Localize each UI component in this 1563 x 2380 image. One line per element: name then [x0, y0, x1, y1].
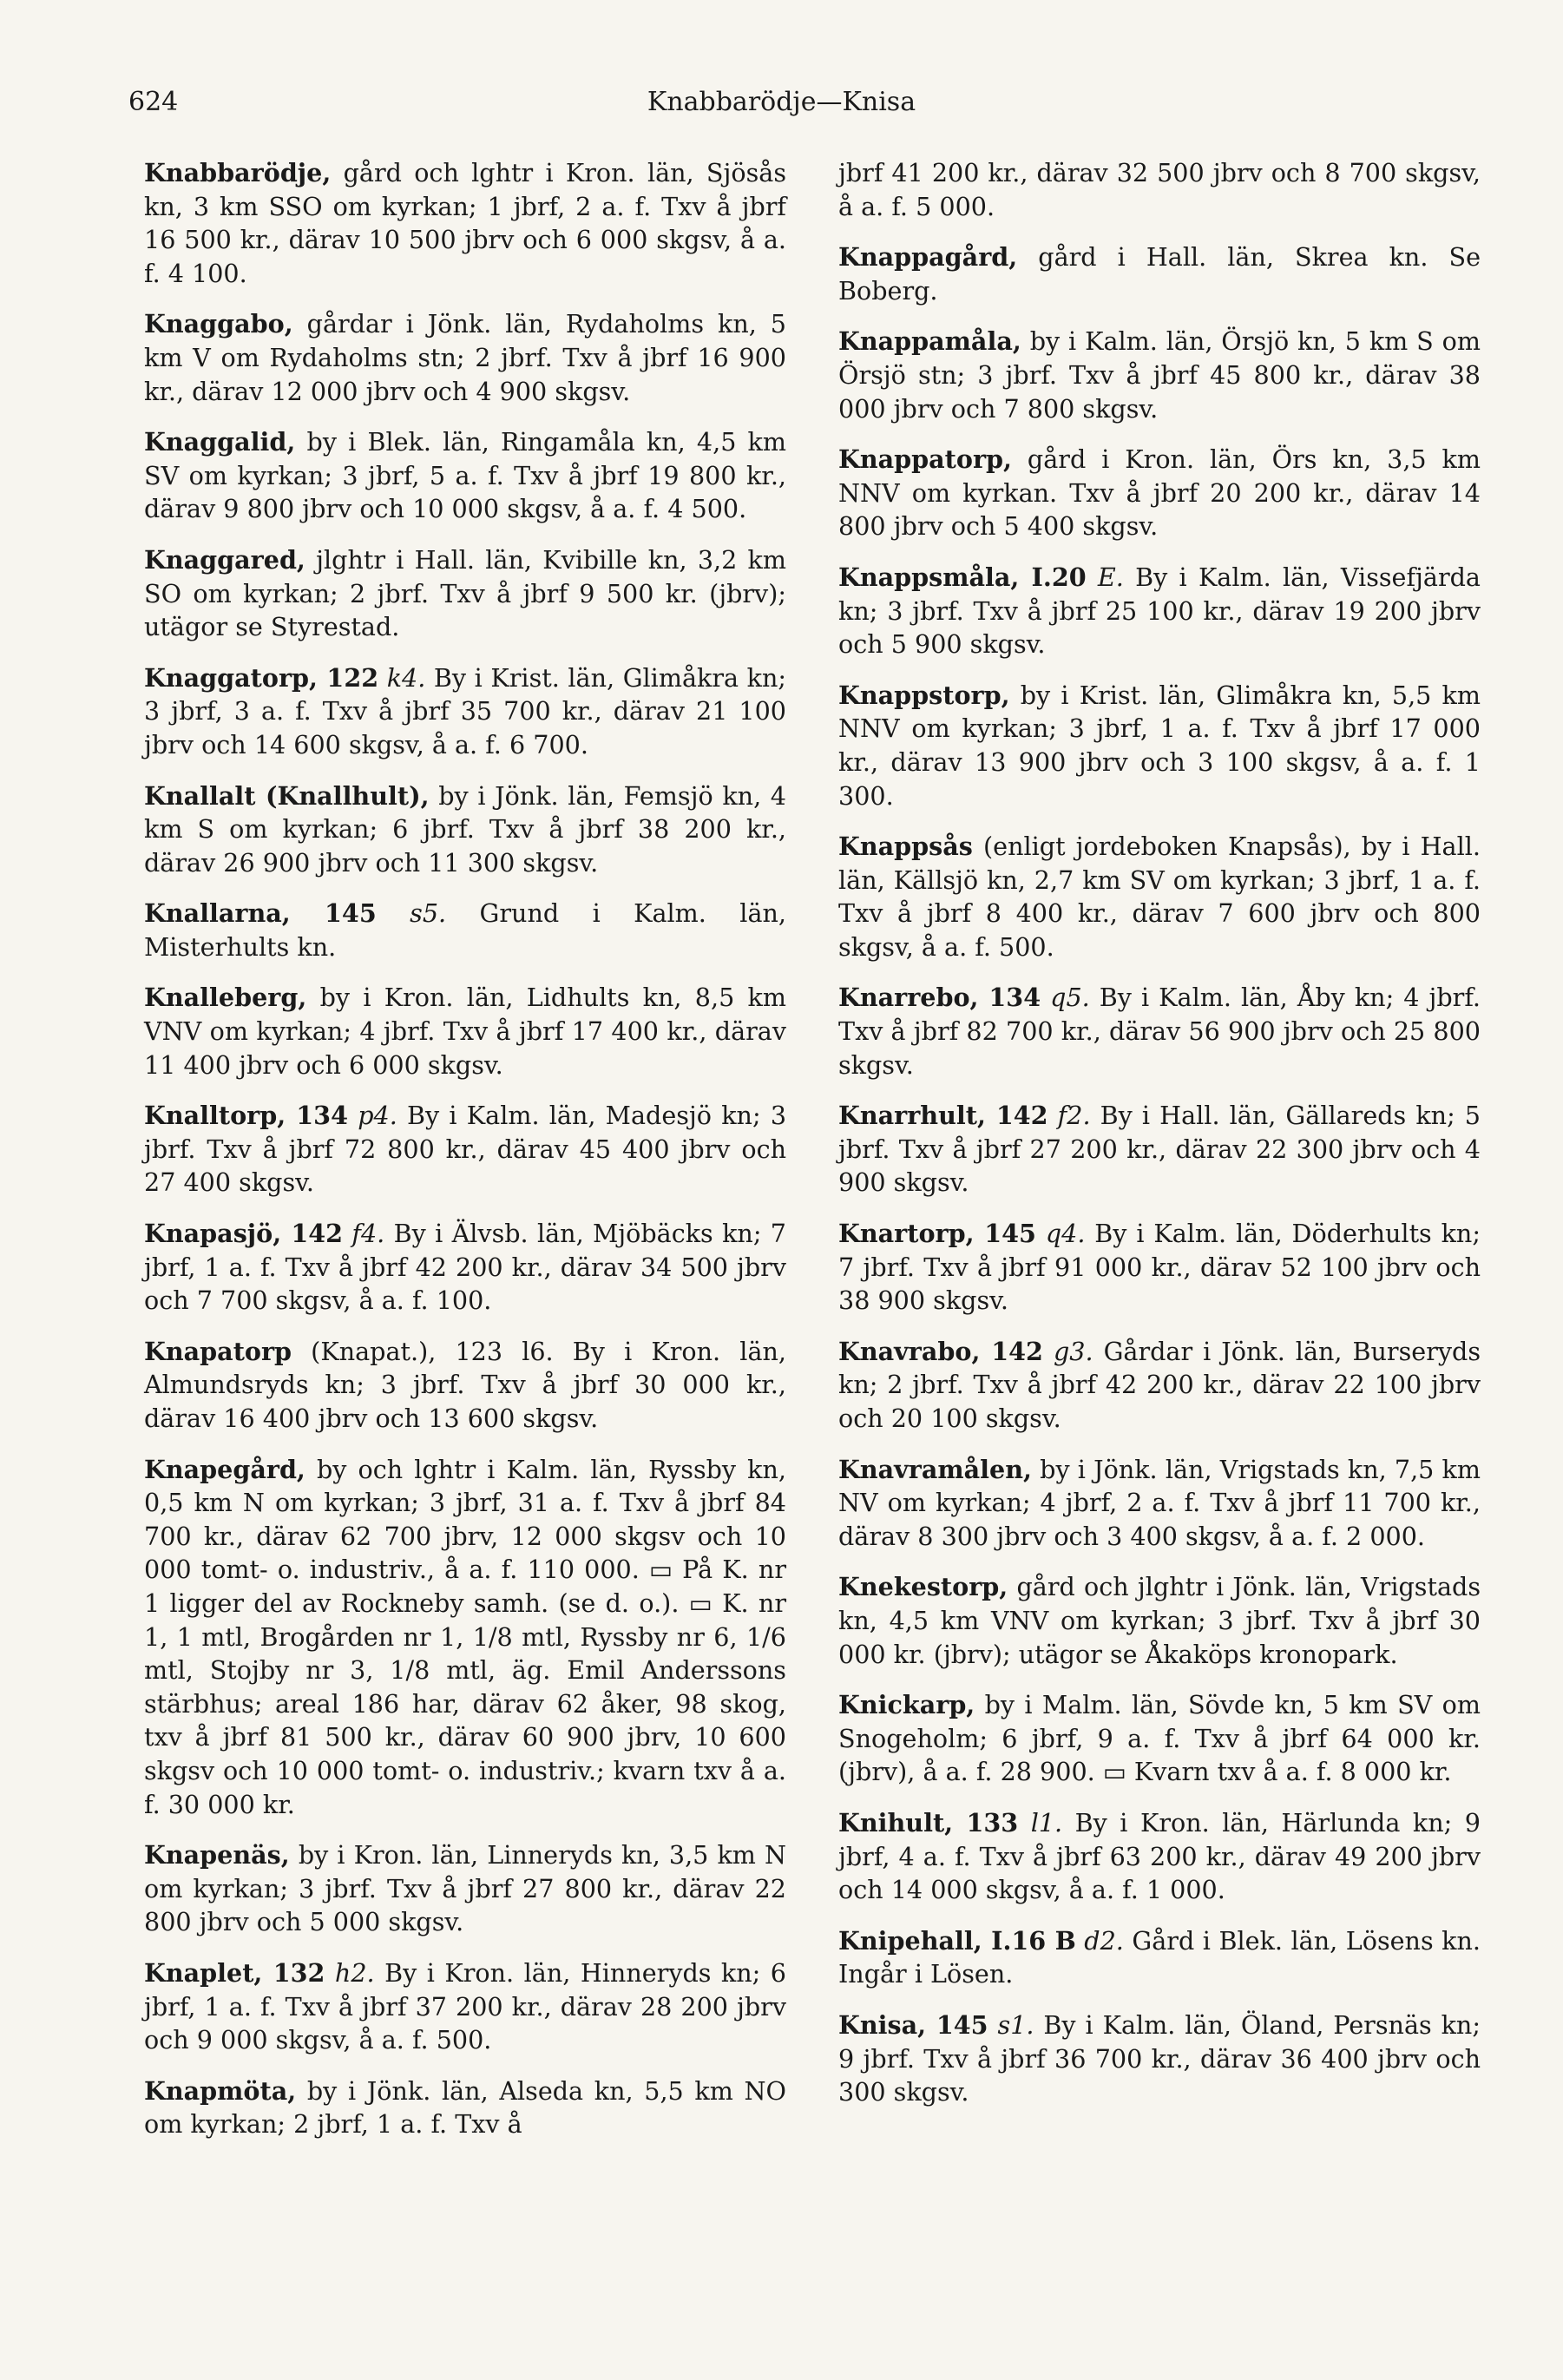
entry: [144, 661, 786, 762]
entry-headword: Knapmöta,: [144, 2075, 297, 2106]
entry: [838, 325, 1481, 425]
entry-map-ref: f2.: [1057, 1101, 1091, 1131]
entry-headword: Knappsås: [838, 832, 973, 862]
entry-body: (Knapat.), 123 l6. By i Kron. län, Almundsryds kn; 3 jbrf. Txv å jbrf 30 000 kr., därav 16 400 jbrv och 13 600 skgsv.: [144, 1336, 786, 1433]
entry-body: By i Krist. län, Glimåkra kn; 3 jbrf, 3 a. f. Txv å jbrf 35 700 kr., därav 21 100 jbrv och 14 600 skgsv, å a. f. 6 700.: [144, 662, 786, 759]
entry: [838, 1453, 1481, 1554]
entry-body: By i Kalm. län, Öland, Persnäs kn; 9 jbrf. Txv å jbrf 36 700 kr., därav 36 400 jbrv och 300 skgsv.: [838, 2009, 1481, 2107]
entry-headword: Knallalt (Knallhult),: [144, 780, 430, 811]
entry-body: by i Jönk. län, Femsjö kn, 4 km S om kyrkan; 6 jbrf. Txv å jbrf 38 200 kr., därav 26 900 jbrv och 11 300 skgsv.: [144, 780, 786, 878]
entry-map-ref: q5.: [1050, 983, 1090, 1013]
entry: [838, 1688, 1481, 1789]
entry-body: by i Kalm. län, Örsjö kn, 5 km S om Örsjö stn; 3 jbrf. Txv å jbrf 45 800 kr., därav 38 000 jbrv och 7 800 skgsv.: [838, 326, 1481, 424]
entry-headword: Knaggatorp, 122: [144, 662, 379, 693]
entry: [838, 240, 1481, 307]
entry: [144, 1335, 786, 1436]
entry: [144, 1956, 786, 2057]
page-header: [128, 87, 1435, 127]
entry-headword: Knalltorp, 134: [144, 1101, 348, 1131]
entry-headword: Knappsmåla, I.20: [838, 562, 1087, 592]
entry-body: by i Kron. län, Linneryds kn, 3,5 km N om kyrkan; 3 jbrf. Txv å jbrf 27 800 kr., därav 22 800 jbrv och 5 000 skgsv.: [144, 1840, 786, 1937]
entry-body: Gårdar i Jönk. län, Burseryds kn; 2 jbrf. Txv å jbrf 42 200 kr., därav 22 100 jbrv och 20 100 skgsv.: [838, 1336, 1481, 1433]
entry-headword: Knalleberg,: [144, 983, 307, 1013]
entry-map-ref: s5.: [410, 898, 447, 929]
entry-body: By i Älvsb. län, Mjöbäcks kn; 7 jbrf, 1 a. f. Txv å jbrf 42 200 kr., därav 34 500 jbrv och 7 700 skgsv, å a. f. 100.: [144, 1219, 786, 1316]
entry-headword: Knappatorp,: [838, 444, 1012, 475]
entry-headword: Knartorp, 145: [838, 1219, 1036, 1249]
entry: [838, 981, 1481, 1082]
entry-body: By i Kron. län, Hinneryds kn; 6 jbrf, 1 a. f. Txv å jbrf 37 200 kr., därav 28 200 jbrv och 9 000 skgsv, å a. f. 500.: [144, 1957, 786, 2055]
right-column: [838, 156, 1481, 2127]
entry-headword: Knallarna, 145: [144, 898, 377, 929]
entry: [838, 1806, 1481, 1907]
entry: [838, 679, 1481, 812]
entry-body: by och lghtr i Kalm. län, Ryssby kn, 0,5 km N om kyrkan; 3 jbrf, 31 a. f. Txv å jbrf 84 700 kr., därav 62 700 jbrv, 12 000 skgsv och 10 000 tomt- o. industriv., å a. f. 110 000. ▭ På K. nr 1 ligger del av Rockneby samh. (se d. o.). ▭ K. nr 1, 1 mtl, Brogården nr 1, 1/8 mtl, Ryssby nr 6, 1/6 mtl, Stojby nr 3, 1/8 mtl, äg. Emil Anderssons stärbhus; areal 186 har, därav 62 åker, 98 skog, txv å jbrf 81 500 kr., därav 60 900 jbrv, 10 600 skgsv och 10 000 tomt- o. industriv.; kvarn txv å a. f. 30 000 kr.: [144, 1454, 786, 1819]
entry-headword: Knappamåla,: [838, 326, 1021, 357]
entry: [144, 897, 786, 963]
entry: [838, 1570, 1481, 1671]
entry: [144, 1838, 786, 1939]
entry-body: By i Kalm. län, Madesjö kn; 3 jbrf. Txv å jbrf 72 800 kr., därav 45 400 jbrv och 27 400 skgsv.: [144, 1101, 787, 1198]
entry-body: By i Kalm. län, Åby kn; 4 jbrf. Txv å jbrf 82 700 kr., därav 56 900 jbrv och 25 800 skgsv.: [838, 983, 1481, 1080]
entry-headword: Knavrabo, 142: [838, 1336, 1043, 1366]
entry-map-ref: E.: [1097, 562, 1124, 592]
entry-headword: Knapasjö, 142: [144, 1219, 344, 1249]
entry-headword: Knarrhult, 142: [838, 1101, 1048, 1131]
entry-map-ref: p4.: [358, 1101, 397, 1131]
entry-headword: Knipehall, I.16 B: [838, 1925, 1076, 1956]
entry-headword: Knaggalid,: [144, 427, 296, 457]
entry-headword: Knaggabo,: [144, 309, 293, 339]
entry-body: gård och lghtr i Kron. län, Sjösås kn, 3 km SSO om kyrkan; 1 jbrf, 2 a. f. Txv å jbrf 16 500 kr., därav 10 500 jbrv och 6 000 skgsv, å a. f. 4 100.: [144, 158, 786, 288]
entry-body: by i Malm. län, Sövde kn, 5 km SV om Snogeholm; 6 jbrf, 9 a. f. Txv å jbrf 64 000 kr. (jbrv), å a. f. 28 900. ▭ Kvarn txv å a. f. 8 000 kr.: [838, 1690, 1481, 1787]
entry: [144, 543, 786, 644]
entry-body: by i Blek. län, Ringamåla kn, 4,5 km SV om kyrkan; 3 jbrf, 5 a. f. Txv å jbrf 19 800 kr., därav 9 800 jbrv och 10 000 skgsv, å a. f. 4 500.: [144, 427, 786, 524]
entry-body: Gård i Blek. län, Lösens kn. Ingår i Lösen.: [838, 1925, 1481, 1989]
entry-headword: Knavramålen,: [838, 1454, 1032, 1484]
entry-headword: Knabbarödje,: [144, 158, 332, 187]
entry-body: Grund i Kalm. län, Misterhults kn.: [144, 898, 786, 962]
entry-map-ref: g3.: [1053, 1336, 1093, 1366]
entry: [144, 1217, 786, 1318]
entry: [838, 156, 1481, 223]
entry: [838, 1924, 1481, 1991]
entry-headword: Knisa, 145: [838, 2009, 988, 2040]
entry: [144, 2074, 786, 2141]
entry-headword: Knihult, 133: [838, 1807, 1019, 1838]
entry: [838, 2009, 1481, 2109]
entry-headword: Knarrebo, 134: [838, 983, 1041, 1013]
entry-map-ref: k4.: [386, 662, 426, 693]
entry-map-ref: f4.: [351, 1219, 385, 1249]
entry-body: By i Kalm. län, Döderhults kn; 7 jbrf. Txv å jbrf 91 000 kr., därav 52 100 jbrv och 38 900 skgsv.: [838, 1219, 1481, 1316]
entry-headword: Knappstorp,: [838, 680, 1010, 710]
entry: [144, 307, 786, 408]
entry-body: (enligt jordeboken Knapsås), by i Hall. län, Källsjö kn, 2,7 km SV om kyrkan; 3 jbrf, 1 a. f. Txv å jbrf 8 400 kr., därav 7 600 jbrv och 800 skgsv, å a. f. 500.: [838, 832, 1481, 962]
entry-body: By i Kalm. län, Vissefjärda kn; 3 jbrf. Txv å jbrf 25 100 kr., därav 19 200 jbrv och 5 900 skgsv.: [838, 562, 1481, 660]
entry: [838, 1217, 1481, 1318]
entry-map-ref: h2.: [334, 1957, 375, 1988]
entry-body: jbrf 41 200 kr., därav 32 500 jbrv och 8 700 skgsv, å a. f. 5 000.: [838, 158, 1481, 221]
left-column: [144, 156, 786, 2159]
entry-headword: Knaplet, 132: [144, 1957, 325, 1988]
entry-body: gård och jlghtr i Jönk. län, Vrigstads kn, 4,5 km VNV om kyrkan; 3 jbrf. Txv å jbrf 30 000 kr. (jbrv); utägor se Åkaköps kronopark.: [838, 1572, 1481, 1669]
entry: [838, 443, 1481, 543]
entry: [144, 981, 786, 1082]
entry: [838, 830, 1481, 963]
entry-body: gård i Kron. län, Örs kn, 3,5 km NNV om kyrkan. Txv å jbrf 20 200 kr., därav 14 800 jbrv och 5 400 skgsv.: [838, 444, 1481, 542]
entry-headword: Knappagård,: [838, 242, 1018, 273]
running-head: Knabbarödje—Knisa: [647, 87, 916, 117]
entry-body: by i Krist. län, Glimåkra kn, 5,5 km NNV om kyrkan; 3 jbrf, 1 a. f. Txv å jbrf 17 000 kr., därav 13 900 jbrv och 3 100 skgsv, å a. f. 1 300.: [838, 680, 1481, 811]
entry-body: by i Jönk. län, Alseda kn, 5,5 km NO om kyrkan; 2 jbrf, 1 a. f. Txv å: [144, 2075, 786, 2140]
entry-headword: Knaggared,: [144, 544, 305, 575]
entry: [144, 425, 786, 526]
entry-map-ref: q4.: [1045, 1219, 1086, 1249]
entry-body: By i Kron. län, Härlunda kn; 9 jbrf, 4 a. f. Txv å jbrf 63 200 kr., därav 49 200 jbrv och 14 000 skgsv, å a. f. 1 000.: [838, 1807, 1481, 1905]
entry-headword: Knekestorp,: [838, 1572, 1008, 1602]
entry-body: gård i Hall. län, Skrea kn. Se Boberg.: [838, 242, 1481, 306]
entry: [838, 1335, 1481, 1436]
entry-map-ref: s1.: [997, 2009, 1034, 2040]
entry-body: gårdar i Jönk. län, Rydaholms kn, 5 km V om Rydaholms stn; 2 jbrf. Txv å jbrf 16 900 kr., därav 12 000 jbrv och 4 900 skgsv.: [144, 309, 786, 406]
entry: [144, 1099, 786, 1200]
entry-body: jlghtr i Hall. län, Kvibille kn, 3,2 km SO om kyrkan; 2 jbrf. Txv å jbrf 9 500 kr. (jbrv); utägor se Styrestad.: [144, 544, 786, 642]
entry-map-ref: d2.: [1084, 1925, 1124, 1956]
entry-body: by i Kron. län, Lidhults kn, 8,5 km VNV om kyrkan; 4 jbrf. Txv å jbrf 17 400 kr., därav 11 400 jbrv och 6 000 skgsv.: [144, 983, 786, 1080]
entry-body: by i Jönk. län, Vrigstads kn, 7,5 km NV om kyrkan; 4 jbrf, 2 a. f. Txv å jbrf 11 700 kr., därav 8 300 jbrv och 3 400 skgsv, å a. f. 2 000.: [838, 1454, 1481, 1551]
entry-headword: Knickarp,: [838, 1690, 975, 1720]
entry: [144, 156, 786, 290]
entry-headword: Knapatorp: [144, 1336, 292, 1366]
entry: [838, 1099, 1481, 1200]
entry-map-ref: l1.: [1030, 1807, 1063, 1838]
entry-headword: Knapegård,: [144, 1454, 305, 1484]
entry: [838, 561, 1481, 661]
entry: [144, 779, 786, 880]
entry-body: By i Hall. län, Gällareds kn; 5 jbrf. Txv å jbrf 27 200 kr., därav 22 300 jbrv och 4 900 skgsv.: [838, 1101, 1481, 1198]
entry-headword: Knapenäs,: [144, 1840, 290, 1870]
entry: [144, 1453, 786, 1822]
page-number: 624: [128, 87, 179, 117]
